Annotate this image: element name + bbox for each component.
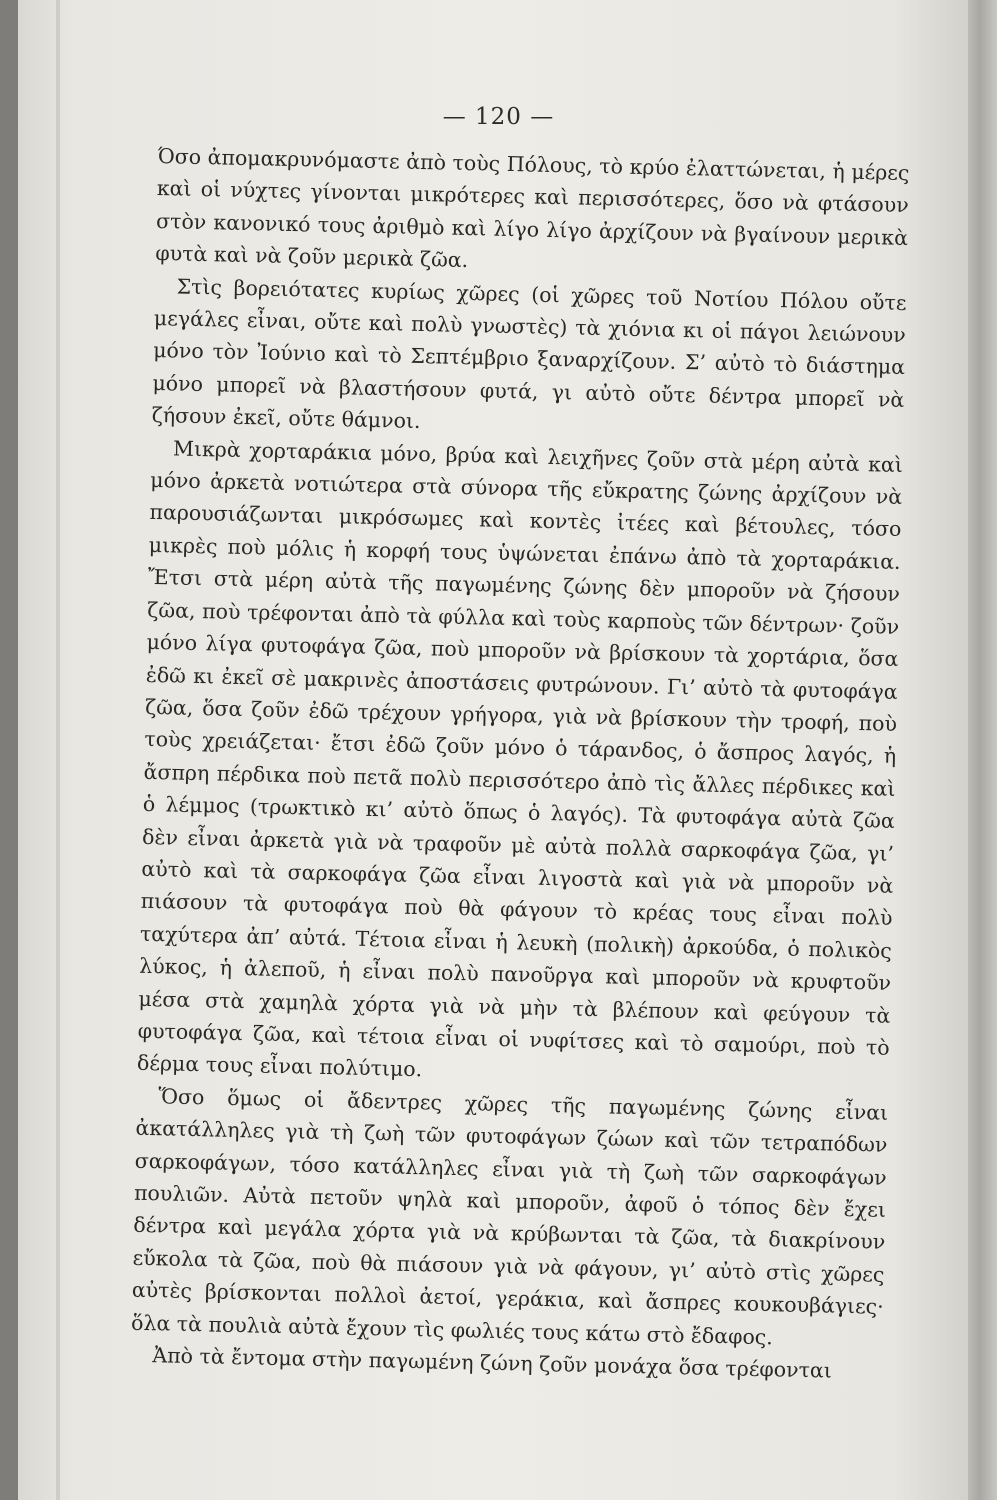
- page-fold-shadow: [56, 0, 60, 1500]
- scan-left-edge: [0, 0, 18, 1500]
- scan-right-edge: [968, 0, 997, 1500]
- paragraph: Μικρὰ χορταράκια μόνο, βρύα καὶ λειχῆνες ζοῦν στὰ μέρη αὐτὰ καὶ μόνο ἀρκετὰ νοτιώτερα στὰ σύνορα τῆς εὔκρατης ζώνης ἀρχίζουν νὰ παρουσιάζωνται μικρόσωμες καὶ κοντὲς ἰτέες καὶ βέτουλες, τόσο μικρὲς ποὺ μόλις ἡ κορφή τους ὑψώνεται ἐπάνω ἀπὸ τὰ χορταράκια. Ἔτσι στὰ μέρη αὐτὰ τῆς παγωμένης ζώνης δὲν μποροῦν νὰ ζήσουν ζῶα, ποὺ τρέφονται ἀπὸ τὰ φύλλα καὶ τοὺς καρποὺς τῶν δέντρων· ζοῦν μόνο λίγα φυτοφάγα ζῶα, ποὺ μποροῦν νὰ βρίσκουν τὰ χορτάρια, ὅσα ἐδῶ κι ἐκεῖ σὲ μακρινὲς ἀποστάσεις φυτρώνουν. Γι’ αὐτὸ τὰ φυτοφάγα ζῶα, ὅσα ζοῦν ἐδῶ τρέχουν γρήγορα, γιὰ νὰ βρίσκουν τὴν τροφή, ποὺ τοὺς χρειάζεται· ἔτσι ἐδῶ ζοῦν μόνο ὁ τάρανδος, ὁ ἄσπρος λαγός, ἡ ἄσπρη πέρδικα ποὺ πετᾶ πολὺ περισσότερο ἀπὸ τὶς ἄλλες πέρδικες καὶ ὁ λέμμος (τρωκτικὸ κι’ αὐτὸ ὅπως ὁ λαγός). Τὰ φυτοφάγα αὐτὰ ζῶα δὲν εἶναι ἀρκετὰ γιὰ νὰ τραφοῦν μὲ αὐτὰ πολλὰ σαρκοφάγα ζῶα, γι’ αὐτὸ καὶ τὰ σαρκοφάγα ζῶα εἶναι λιγοστὰ καὶ γιὰ νὰ μποροῦν νὰ πιάσουν τὰ φυτοφάγα ποὺ θὰ φάγουν τὸ κρέας τους εἶναι πολὺ ταχύτερα ἀπ’ αὐτά. Τέτοια εἶναι ἡ λευκὴ (πολικὴ) ἀρκούδα, ὁ πολικὸς λύκος, ἡ ἀλεποῦ, ἡ εἶναι πολὺ πανοῦργα καὶ μποροῦν νὰ κρυφτοῦν μέσα στὰ χαμηλὰ χόρτα γιὰ νὰ μὴν τὰ βλέπουν καὶ φεύγουν τὰ φυτοφάγα ζῶα, καὶ τέτοια εἶναι οἱ νυφίτσες καὶ τὸ σαμούρι, ποὺ τὸ δέρμα τους εἶναι πολύτιμο.: [136, 436, 904, 1082]
- body-text: [130, 140, 910, 1388]
- paragraph: Όσο ἀπομακρυνόμαστε ἀπὸ τοὺς Πόλους, τὸ κρύο ἐλαττώνεται, ἡ μέρες καὶ οἱ νύχτες γίνονται μικρότερες καὶ περισσότερες, ὅσο νὰ φτάσουν στὸν κανονικό τους ἀριθμὸ καὶ λίγο λίγο ἀρχίζουν νὰ βγαίνουν μερικὰ φυτὰ καὶ νὰ ζοῦν μερικὰ ζῶα.: [155, 143, 910, 273]
- paragraph: Ἀπὸ τὰ ἔντομα στὴν παγωμένη ζώνη ζοῦν μονάχα ὅσα τρέφονται: [152, 1343, 833, 1383]
- paragraph: Ὅσο ὅμως οἱ ἄδεντρες χῶρες τῆς παγωμένης ζώνης εἶναι ἀκατάλληλες γιὰ τὴ ζωὴ τῶν φυτοφάγων ζώων καὶ τῶν τετραπόδων σαρκοφάγων, τόσο κατάλληλες εἶναι γιὰ τὴ ζωὴ τῶν σαρκοφάγων πουλιῶν. Αὐτὰ πετοῦν ψηλὰ καὶ μποροῦν, ἀφοῦ ὁ τόπος δὲν ἔχει δέντρα καὶ μεγάλα χόρτα γιὰ νὰ κρύβωνται τὰ ζῶα, τὰ διακρίνουν εὔκολα τὰ ζῶα, ποὺ θὰ πιάσουν γιὰ νὰ φάγουν, γι’ αὐτὸ στὶς χῶρες αὐτὲς βρίσκονται πολλοὶ ἀετοί, γεράκια, καὶ ἄσπρες κουκουβάγιες· ὅλα τὰ πουλιὰ αὐτὰ ἔχουν τὶς φωλιές τους κάτω στὸ ἔδαφος.: [130, 1084, 889, 1349]
- paragraph: Στὶς βορειότατες κυρίως χῶρες (οἱ χῶρες τοῦ Νοτίου Πόλου οὔτε μεγάλες εἶναι, οὔτε καὶ πολὺ γνωστὲς) τὰ χιόνια κι οἱ πάγοι λειώνουν μόνο τὸν Ἰούνιο καὶ τὸ Σεπτέμβριο ξαναρχίζουν. Σ’ αὐτὸ τὸ διάστημα μόνο μπορεῖ νὰ βλαστήσουν φυτά, γι αὐτὸ οὔτε δέντρα μπορεῖ νὰ ζήσουν ἐκεῖ, οὔτε θάμνοι.: [151, 274, 907, 434]
- page-number: — 120 —: [442, 104, 555, 130]
